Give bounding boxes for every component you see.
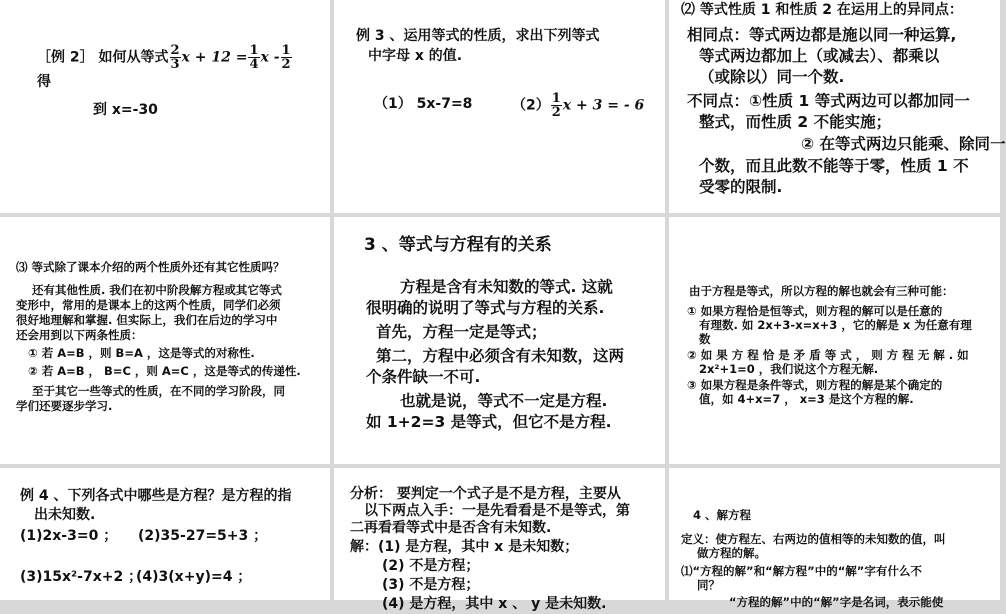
fraction-1-2: $\frac{1}{2}$ [281, 43, 291, 72]
example-4-item-2: (2)35-27=5+3 ； [138, 528, 268, 544]
analysis-line-3: 二再看看等式中是否含有未知数. [350, 520, 552, 536]
equation-end: x - [260, 49, 280, 66]
example-4-item-1: (1)2x-3=0 ； [20, 528, 118, 544]
other-properties-line-1: ⑶ 等式除了课本介绍的两个性质外还有其它性质吗？ [16, 260, 285, 274]
relation-line-2: 很明确的说明了等式与方程的关系. [366, 299, 605, 317]
slide-example-2 [0, 0, 330, 213]
solving-line-5: “方程的解”中的“解”字是名词，表示能使 [729, 595, 944, 609]
comparison-line-6: ② 在等式两边只能乘、除同一 [801, 135, 1006, 153]
example-2-result: 到 x=-30 [93, 102, 158, 118]
analysis-line-2: 以下两点入手：一是先看看是不是等式，第 [364, 503, 630, 519]
relation-line-4: 第二，方程中必须含有未知数，这两 [376, 347, 625, 365]
comparison-line-7: 个数，而且此数不能等于零，性质 1 不 [699, 157, 969, 175]
solution-types-line-4: 数 [699, 332, 711, 346]
relation-line-6: 也就是说，等式不一定是方程. [400, 392, 608, 410]
relation-title: 3 、等式与方程有的关系 [364, 235, 552, 255]
example-4-line-1: 例 4 、下列各式中哪些是方程？是方程的指 [20, 488, 292, 504]
example-3-part2: （2） $\frac{1}{2}$ x + 3 = - 6 [512, 91, 645, 120]
comparison-line-3: （或除以）同一个数. [699, 68, 845, 86]
relation-line-7: 如 1+2=3 是等式，但它不是方程. [366, 413, 612, 431]
answer-line-4: (4) 是方程，其中 x 、 y 是未知数. [382, 596, 607, 612]
slide-example-4 [0, 468, 330, 600]
relation-line-1: 方程是含有未知数的等式. 这就 [400, 278, 613, 296]
solution-types-line-1: 由于方程是等式，所以方程的解也就会有三种可能： [689, 284, 954, 298]
solving-title: 4 、解方程 [693, 508, 752, 522]
fraction-1-2: $\frac{1}{2}$ [551, 91, 561, 120]
other-properties-line-5: 还会用到以下两条性质： [16, 328, 143, 342]
slide-solving-equations [669, 468, 1000, 609]
solution-types-line-6: 2x²+1=0 ，我们说这个方程无解. [699, 362, 879, 376]
solving-line-1: 定义：使方程左、右两边的值相等的未知数的值，叫 [681, 532, 946, 546]
solving-line-2: 做方程的解。 [697, 546, 766, 560]
solution-types-line-2: ① 如果方程恰是恒等式，则方程的解可以是任意的 [687, 304, 943, 318]
slide-solution-types [669, 217, 1000, 464]
example-4-item-3: (3)15x²-7x+2 ； [20, 569, 143, 585]
fraction-2-3: $\frac{2}{3}$ [170, 43, 180, 72]
answer-line-1: 解：(1) 是方程，其中 x 是未知数； [350, 539, 579, 555]
other-properties-line-3: 变形中，常用的是课本上的这两个性质，同学们必须 [16, 298, 281, 312]
comparison-line-1: 相同点：等式两边都是施以同一种运算, [687, 26, 957, 44]
solution-types-line-3: 有理数. 如 2x+3-x=x+3 ，它的解是 x 为任意有理 [699, 318, 972, 332]
example-2-de: 得 [37, 74, 51, 90]
example-3-line1: 例 3 、运用等式的性质，求出下列等式 [356, 28, 600, 44]
example-2-line [37, 44, 293, 71]
comparison-title: ⑵ 等式性质 1 和性质 2 在运用上的异同点： [681, 2, 963, 18]
slide-other-properties [0, 217, 330, 464]
solving-line-4: 同？ [697, 578, 720, 592]
example-2-label: ［例 2］ 如何从等式 [37, 49, 169, 66]
other-properties-line-6: ① 若 A=B ，则 B=A ，这是等式的对称性. [28, 346, 255, 360]
example-4-item-4: (4)3(x+y)=4 ； [136, 569, 252, 585]
relation-line-5: 个条件缺一不可. [366, 368, 481, 386]
other-properties-line-8: 至于其它一些等式的性质，在不同的学习阶段，同 [32, 384, 285, 398]
equation-middle: x + 12 = [181, 49, 248, 66]
example-4-line-2: 出未知数. [34, 507, 96, 523]
slide-analysis [334, 468, 665, 612]
solving-line-3: ⑴“方程的解”和“解方程”中的“解”字有什么不 [681, 564, 922, 578]
other-properties-line-4: 很好地理解和掌握. 但实际上，我们在后边的学习中 [16, 313, 278, 327]
fraction-1-4: $\frac{1}{4}$ [249, 43, 259, 72]
example-3-part1: （1） 5x-7=8 [374, 96, 473, 112]
comparison-line-4: 不同点：①性质 1 等式两边可以都加同一 [687, 92, 970, 110]
other-properties-line-2: 还有其他性质. 我们在初中阶段解方程或其它等式 [32, 283, 282, 297]
comparison-line-2: 等式两边都加上（或减去）、都乘以 [699, 47, 940, 65]
analysis-line-1: 分析： 要判定一个式子是不是方程，主要从 [350, 486, 621, 502]
other-properties-line-9: 学们还要逐步学习. [16, 399, 113, 413]
comparison-line-8: 受零的限制. [699, 178, 783, 196]
answer-line-2: (2) 不是方程； [382, 558, 480, 574]
answer-line-3: (3) 不是方程； [382, 577, 480, 593]
example-3-line2: 中字母 x 的值. [368, 48, 463, 64]
solution-types-line-8: 值，如 4+x=7 ， x=3 是这个方程的解. [699, 392, 914, 406]
slide-example-3 [334, 0, 665, 213]
comparison-line-5: 整式，而性质 2 不能实施； [699, 113, 892, 131]
other-properties-line-7: ② 若 A=B ， B=C ，则 A=C ，这是等式的传递性. [28, 364, 301, 378]
slide-equation-relation [334, 217, 665, 464]
relation-line-3: 首先，方程一定是等式； [376, 323, 547, 341]
solution-types-line-5: ② 如 果 方 程 恰 是 矛 盾 等 式 ， 则 方 程 无 解 . 如 [687, 348, 969, 362]
solution-types-line-7: ③ 如果方程是条件等式，则方程的解是某个确定的 [687, 378, 943, 392]
slide-property-comparison [669, 0, 1006, 213]
